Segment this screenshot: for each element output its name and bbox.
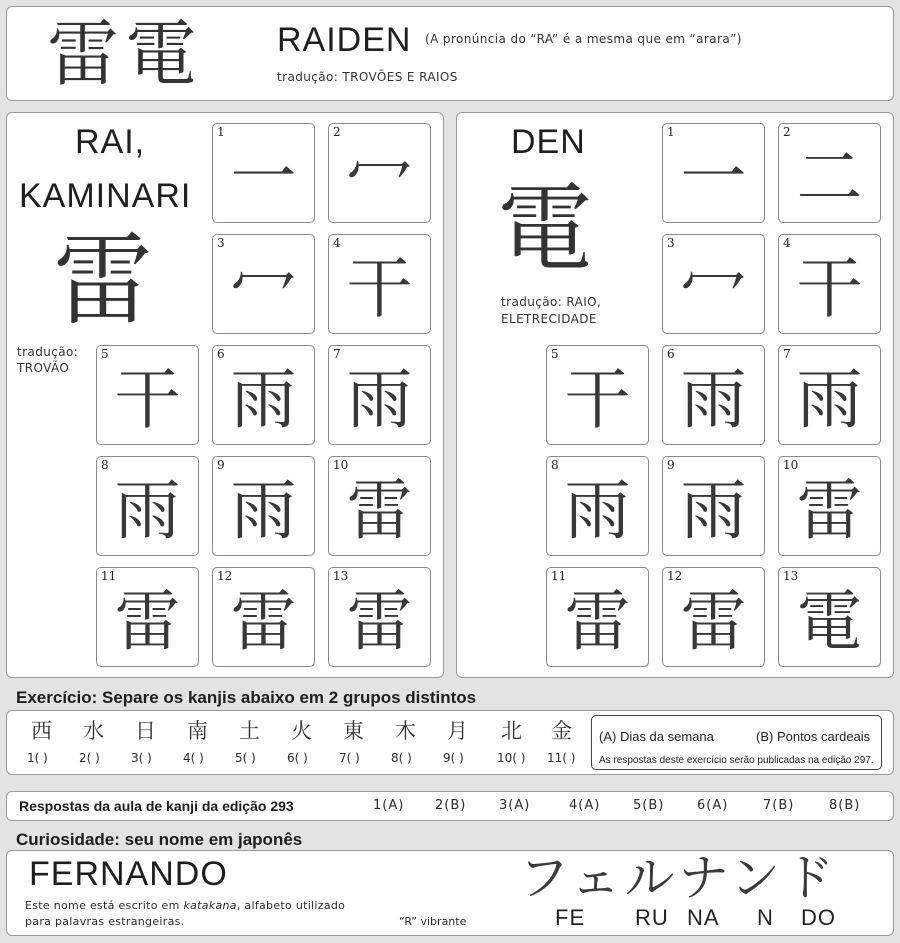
stroke-glyph: 雨 (564, 472, 631, 549)
exercise-kanji: 日 (135, 719, 156, 743)
stroke-glyph: 雨 (346, 361, 413, 438)
rai-stroke-cell (212, 567, 315, 667)
katakana-syllable: RU (635, 905, 669, 930)
stroke-number: 1 (217, 125, 225, 139)
stroke-glyph: 干 (564, 361, 631, 438)
rai-stroke-cell (212, 345, 315, 445)
katakana-syllable: DO (801, 905, 836, 930)
exercise-kanji: 東 (343, 719, 364, 743)
exercise-answer-slot[interactable]: 9( ) (443, 751, 464, 765)
stroke-glyph: 干 (346, 250, 413, 327)
header-translation: tradução: TROVÕES E RAIOS (277, 70, 458, 84)
name-latin: FERNANDO (29, 855, 228, 893)
den-stroke-cell (778, 123, 881, 223)
stroke-glyph: 干 (114, 361, 181, 438)
stroke-number: 3 (667, 236, 675, 250)
stroke-glyph: 雷 (114, 583, 181, 660)
answer-item: 1(A) (373, 798, 405, 813)
stroke-glyph: 雨 (680, 361, 747, 438)
stroke-glyph: 冖 (680, 250, 747, 327)
stroke-number: 8 (101, 458, 109, 472)
stroke-number: 3 (217, 236, 225, 250)
group-a-label: (A) Dias da semana (599, 729, 714, 744)
exercise-kanji: 火 (291, 719, 312, 743)
exercise-kanji: 月 (447, 719, 468, 743)
stroke-glyph: 雨 (230, 361, 297, 438)
exercise-answer-slot[interactable]: 4( ) (183, 751, 204, 765)
den-stroke-cell (778, 234, 881, 334)
rai-stroke-cell (328, 345, 431, 445)
rai-stroke-cell (212, 456, 315, 556)
exercise-panel (6, 710, 894, 775)
stroke-glyph: 冖 (230, 250, 297, 327)
den-stroke-cell (778, 345, 881, 445)
exercise-kanji: 土 (239, 719, 260, 743)
den-stroke-cell (662, 345, 765, 445)
stroke-number: 2 (333, 125, 341, 139)
katakana-syllable: FE (555, 905, 586, 930)
header-title: RAIDEN (277, 21, 412, 59)
answer-item: 3(A) (499, 798, 531, 813)
stroke-number: 11 (101, 569, 117, 583)
header-panel (6, 6, 894, 101)
exercise-answer-slot[interactable]: 1( ) (27, 751, 48, 765)
exercise-kanji: 北 (501, 719, 522, 743)
answer-item: 7(B) (763, 798, 795, 813)
exercise-groups-box (591, 715, 882, 770)
exercise-answer-slot[interactable]: 7( ) (339, 751, 360, 765)
exercise-answer-slot[interactable]: 10( ) (497, 751, 526, 765)
stroke-glyph: 雷 (346, 583, 413, 660)
exercise-answer-slot[interactable]: 8( ) (391, 751, 412, 765)
rai-stroke-cell (212, 234, 315, 334)
rai-reading-line2: KAMINARI (19, 177, 192, 215)
den-stroke-cell (662, 234, 765, 334)
den-stroke-cell (662, 456, 765, 556)
stroke-glyph: 電 (796, 583, 863, 660)
den-translation-line2: ELETRECIDADE (501, 312, 597, 326)
stroke-number: 9 (217, 458, 225, 472)
curiosity-heading: Curiosidade: seu nome em japonês (16, 830, 303, 849)
stroke-number: 9 (667, 458, 675, 472)
katakana-syllable: NA (687, 905, 720, 930)
rai-stroke-cell (328, 456, 431, 556)
rai-stroke-cell (328, 567, 431, 667)
den-translation-line1: tradução: RAIO, (501, 295, 602, 309)
exercise-kanji: 西 (31, 719, 52, 743)
den-stroke-cell (778, 567, 881, 667)
name-description-line1: Este nome está escrito em katakana, alfabeto utilizado (25, 899, 346, 912)
stroke-glyph: 雨 (680, 472, 747, 549)
stroke-number: 12 (217, 569, 233, 583)
rai-stroke-cell (328, 234, 431, 334)
stroke-glyph: 雷 (346, 472, 413, 549)
exercise-answer-slot[interactable]: 5( ) (235, 751, 256, 765)
answer-item: 8(B) (829, 798, 861, 813)
stroke-number: 5 (101, 347, 109, 361)
stroke-number: 6 (217, 347, 225, 361)
stroke-glyph: 一 (680, 139, 747, 216)
stroke-number: 4 (333, 236, 341, 250)
den-stroke-cell (662, 123, 765, 223)
answers-panel (6, 791, 894, 821)
exercise-answers-note: As respostas deste exercício serão publicadas na edição 297. (599, 755, 874, 766)
stroke-number: 6 (667, 347, 675, 361)
stroke-number: 2 (783, 125, 791, 139)
stroke-number: 5 (551, 347, 559, 361)
rai-stroke-cell (96, 456, 199, 556)
rai-stroke-cell (328, 123, 431, 223)
stroke-glyph: 雷 (564, 583, 631, 660)
answer-item: 4(A) (569, 798, 601, 813)
name-description-line2: para palavras estrangeiras. (25, 915, 185, 928)
exercise-answer-slot[interactable]: 11( ) (547, 751, 576, 765)
rai-translation-label: tradução: (17, 345, 79, 359)
stroke-glyph: 一 (230, 139, 297, 216)
den-stroke-cell (546, 456, 649, 556)
stroke-number: 7 (333, 347, 341, 361)
stroke-number: 13 (783, 569, 799, 583)
den-panel (456, 112, 894, 678)
den-reading: DEN (511, 123, 586, 161)
stroke-number: 7 (783, 347, 791, 361)
stroke-glyph: 雷 (796, 472, 863, 549)
stroke-number: 10 (333, 458, 349, 472)
stroke-number: 4 (783, 236, 791, 250)
exercise-answer-slot[interactable]: 6( ) (287, 751, 308, 765)
stroke-glyph: 雨 (796, 361, 863, 438)
header-kanji: 雷電 (47, 12, 204, 96)
stroke-number: 13 (333, 569, 349, 583)
exercise-kanji: 金 (551, 719, 572, 743)
exercise-answer-slot[interactable]: 3( ) (131, 751, 152, 765)
den-large-kanji: 電 (497, 173, 593, 285)
stroke-number: 12 (667, 569, 683, 583)
exercise-kanji: 木 (395, 719, 416, 743)
vibrant-r-note: “R” vibrante (399, 915, 467, 928)
stroke-glyph: 雨 (114, 472, 181, 549)
header-note: (A pronúncia do “RA” é a mesma que em “arara”) (425, 32, 742, 46)
answer-item: 6(A) (697, 798, 729, 813)
rai-translation: TROVÃO (17, 361, 70, 375)
rai-large-kanji: 雷 (53, 222, 153, 339)
stroke-glyph: 二 (796, 139, 863, 216)
rai-stroke-cell (96, 345, 199, 445)
stroke-number: 11 (551, 569, 567, 583)
den-stroke-cell (662, 567, 765, 667)
rai-reading-line1: RAI, (75, 123, 146, 161)
stroke-glyph: 冖 (346, 139, 413, 216)
name-katakana: フェルナンド (519, 849, 838, 907)
answer-item: 2(B) (435, 798, 467, 813)
stroke-number: 8 (551, 458, 559, 472)
rai-stroke-cell (96, 567, 199, 667)
rai-stroke-cell (212, 123, 315, 223)
stroke-glyph: 干 (796, 250, 863, 327)
katakana-syllable: N (757, 905, 774, 930)
stroke-glyph: 雨 (230, 472, 297, 549)
den-stroke-cell (546, 345, 649, 445)
stroke-number: 1 (667, 125, 675, 139)
exercise-answer-slot[interactable]: 2( ) (79, 751, 100, 765)
den-stroke-cell (778, 456, 881, 556)
stroke-glyph: 雷 (680, 583, 747, 660)
exercise-kanji: 水 (83, 719, 104, 743)
rai-panel (6, 112, 444, 678)
stroke-glyph: 雷 (230, 583, 297, 660)
curiosity-panel (6, 850, 894, 936)
answer-item: 5(B) (633, 798, 665, 813)
answers-label: Respostas da aula de kanji da edição 293 (19, 798, 294, 814)
stroke-number: 10 (783, 458, 799, 472)
exercise-heading: Exercício: Separe os kanjis abaixo em 2 grupos distintos (16, 688, 477, 707)
den-stroke-cell (546, 567, 649, 667)
group-b-label: (B) Pontos cardeais (756, 729, 871, 744)
exercise-kanji: 南 (187, 719, 208, 743)
